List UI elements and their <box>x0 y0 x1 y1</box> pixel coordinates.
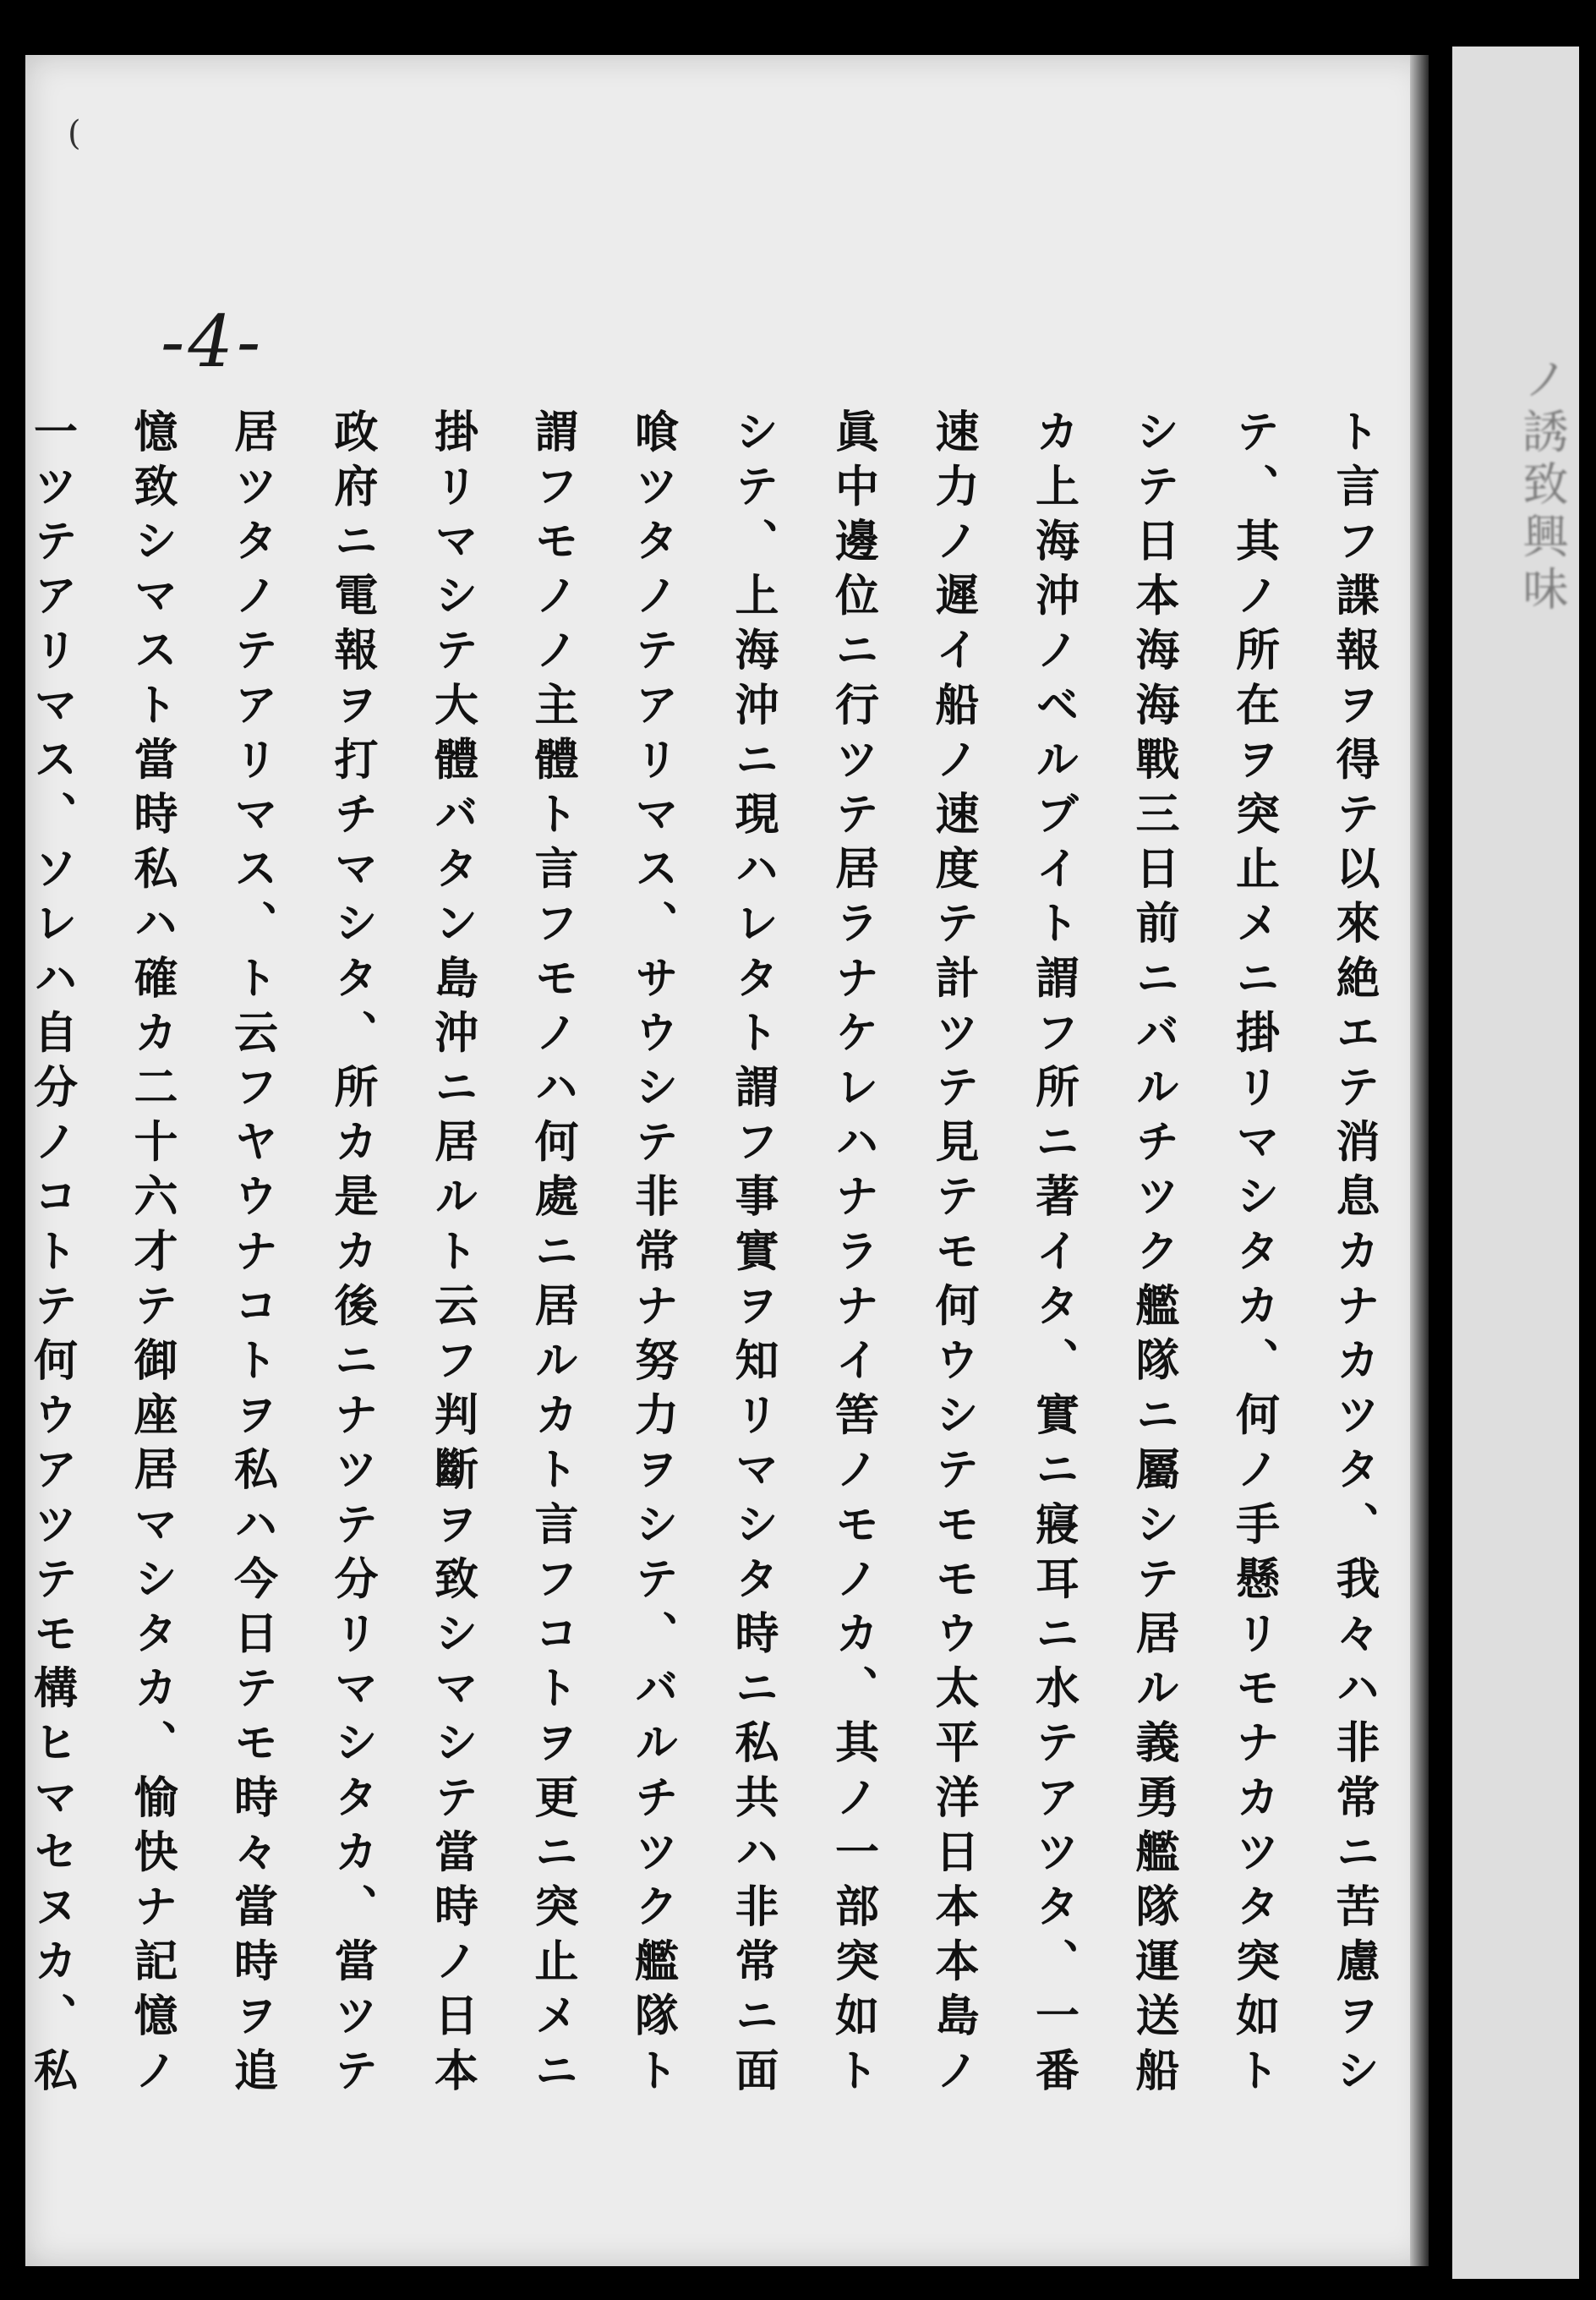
text-column: 憶致シマスト當時私ハ確カ二十六才テ御座居マシタカ、愉快ナ記憶ノ <box>126 408 178 2102</box>
text-column: 一ツテアリマス、ソレハ自分ノコトテ何ウアツテモ構ヒマセヌカ、私 <box>25 408 78 2102</box>
text-column: 速力ノ遲イ船ノ速度テ計ツテ見テモ何ウシテモモウ太平洋日本本島ノ <box>927 408 979 2102</box>
text-column: 居ツタノテアリマス、ト云フヤウナコトヲ私ハ今日テモ時々當時ヲ追 <box>226 408 278 2102</box>
text-column: 喰ツタノテアリマス、サウシテ非常ナ努力ヲシテ、バルチツク艦隊ト <box>626 408 679 2102</box>
corner-mark: ( <box>68 114 81 153</box>
text-column: 眞中邊位ニ行ツテ居ラナケレハナラナイ筈ノモノカ、其ノ一部突如ト <box>827 408 879 2102</box>
page-number: -4- <box>161 300 265 383</box>
page-edge <box>1410 55 1429 2266</box>
text-column: 謂フモノノ主體ト言フモノハ何處ニ居ルカト言フコトヲ更ニ突止メニ <box>527 408 578 2102</box>
text-column: 政府ニ電報ヲ打チマシタ、所カ是カ後ニナツテ分リマシタカ、當ツテ <box>326 408 378 2102</box>
text-column: シテ日本海海戰三日前ニバルチツク艦隊ニ屬シテ居ル義勇艦隊運送船 <box>1128 408 1179 2102</box>
text-column: テ、其ノ所在ヲ突止メニ掛リマシタカ、何ノ手懸リモナカツタ突如ト <box>1227 408 1280 2102</box>
text-column: ト言フ諜報ヲ得テ以來絶エテ消息カナカツタ、我々ハ非常ニ苦慮ヲシ <box>1328 408 1380 2102</box>
text-column: 掛リマシテ大體バタン島沖ニ居ルト云フ判斷ヲ致シマシテ當時ノ日本 <box>426 408 478 2102</box>
text-column <box>0 408 1 2150</box>
adjacent-page-text: ノ誘致興味 <box>1516 355 1569 617</box>
text-column: カ上海沖ノベルブイト謂フ所ニ著イタ、實ニ寢耳ニ水テアツタ、一番 <box>1027 408 1079 2102</box>
body-text <box>25 408 1403 2150</box>
text-column: シテ、上海沖ニ現ハレタト謂フ事實ヲ知リマシタ時ニ私共ハ非常ニ面 <box>727 408 779 2102</box>
